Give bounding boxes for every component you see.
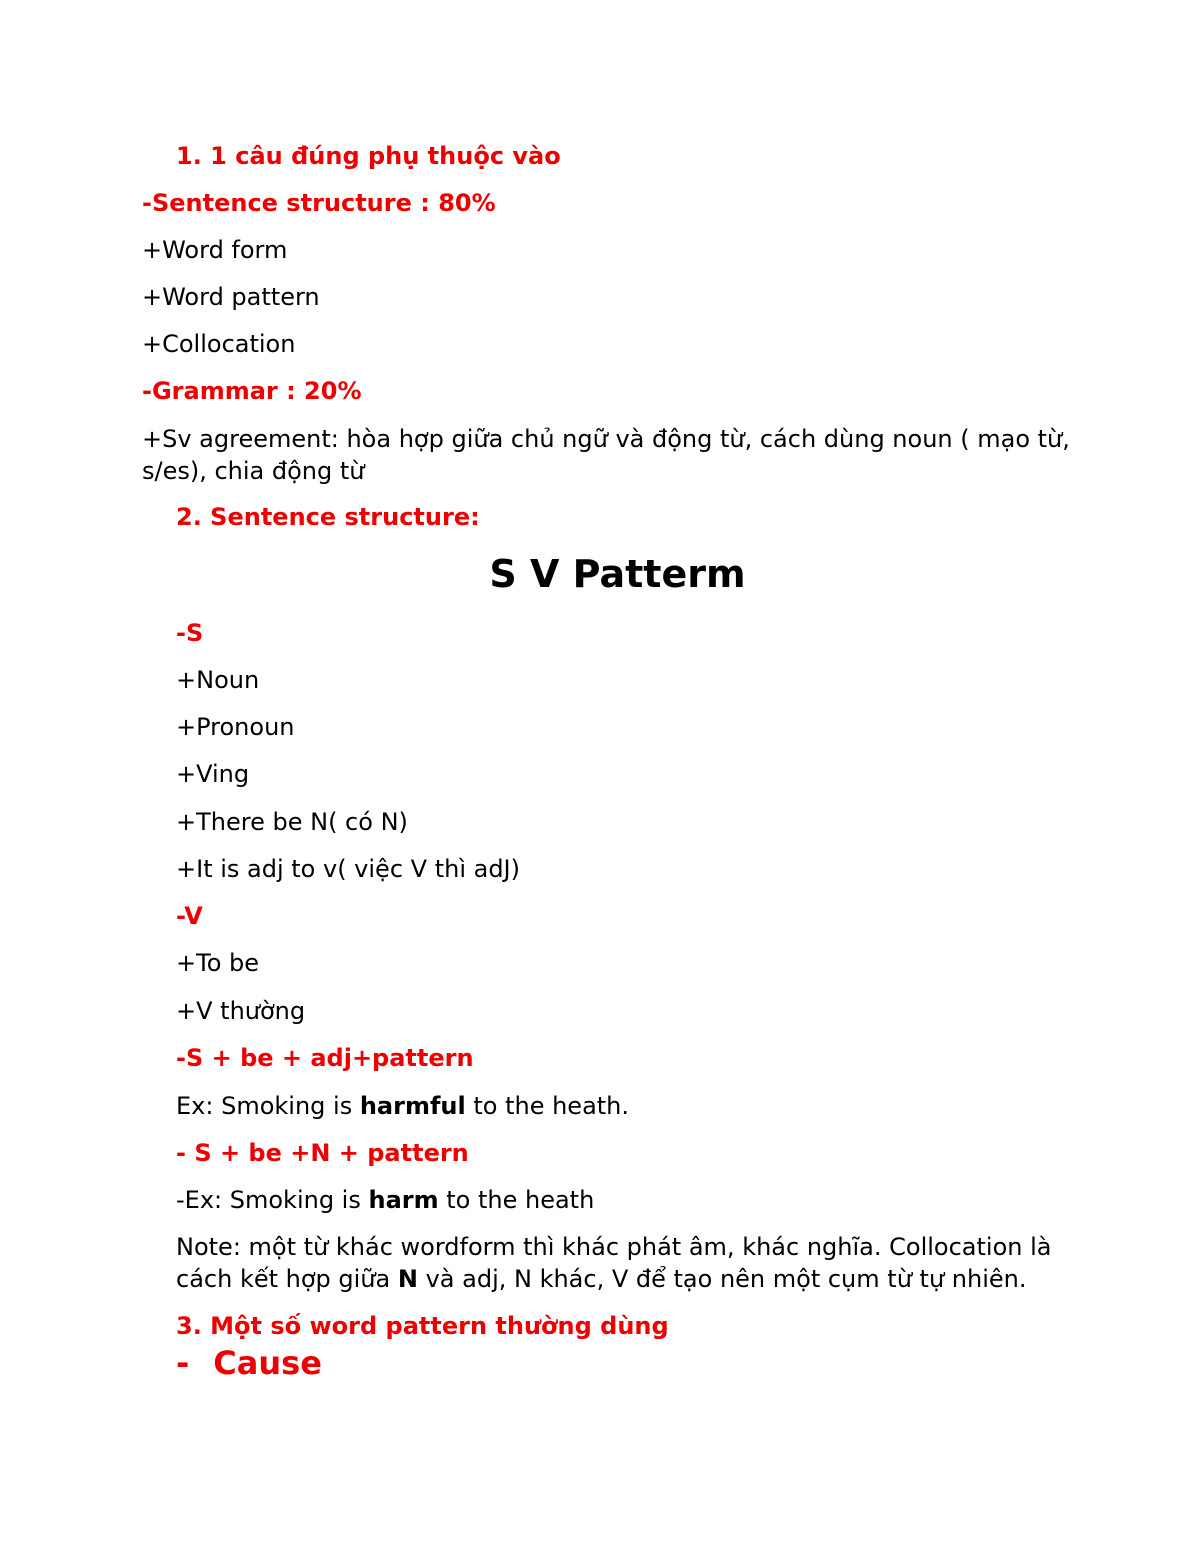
example-1 (176, 1090, 629, 1122)
list-item: +Collocation (142, 330, 296, 358)
s-heading: -S (176, 619, 204, 647)
example-2 (176, 1184, 594, 1216)
grammar-heading: -Grammar : 20% (142, 377, 362, 405)
section-1-heading: 1. 1 câu đúng phụ thuộc vào (176, 142, 561, 170)
note-line-2-pre: cách kết hợp giữa (176, 1265, 398, 1293)
pattern-1-heading: -S + be + adj+pattern (176, 1044, 474, 1072)
example-1-bold: harmful (359, 1092, 466, 1120)
sv-agreement-line-2: s/es), chia động từ (142, 457, 365, 485)
example-1-post: to the heath. (465, 1092, 630, 1120)
list-item: +Word pattern (142, 283, 320, 311)
list-item: +Pronoun (176, 713, 295, 741)
list-item: +It is adj to v( việc V thì adJ) (176, 855, 520, 883)
example-2-pre: -Ex: Smoking is (176, 1186, 369, 1214)
example-2-post: to the heath (438, 1186, 595, 1214)
list-item: +Word form (142, 236, 288, 264)
cause-label: Cause (213, 1344, 322, 1382)
list-item: +To be (176, 949, 260, 977)
section-2-heading: 2. Sentence structure: (176, 503, 480, 531)
note-line-2 (176, 1263, 1026, 1295)
list-item: +Ving (176, 760, 250, 788)
list-item: +Noun (176, 666, 260, 694)
cause-item (176, 1344, 322, 1382)
note-line-2-post: và adj, N khác, V để tạo nên một cụm từ tự nhiên. (417, 1265, 1027, 1293)
note-line-1: Note: một từ khác wordform thì khác phát âm, khác nghĩa. Collocation là (176, 1233, 1052, 1261)
sv-agreement-line-1: +Sv agreement: hòa hợp giữa chủ ngữ và động từ, cách dùng noun ( mạo từ, (142, 425, 1070, 453)
v-heading: -V (176, 902, 203, 930)
example-2-bold: harm (368, 1186, 439, 1214)
list-item: +V thường (176, 997, 306, 1025)
list-item: +There be N( có N) (176, 808, 408, 836)
page-title: S V Patterm (489, 552, 746, 596)
note-line-2-bold: N (397, 1265, 418, 1293)
section-3-heading: 3. Một số word pattern thường dùng (176, 1312, 669, 1340)
example-1-pre: Ex: Smoking is (176, 1092, 360, 1120)
bullet: - (176, 1344, 190, 1382)
pattern-2-heading: - S + be +N + pattern (176, 1139, 469, 1167)
sentence-structure-heading: -Sentence structure : 80% (142, 189, 496, 217)
